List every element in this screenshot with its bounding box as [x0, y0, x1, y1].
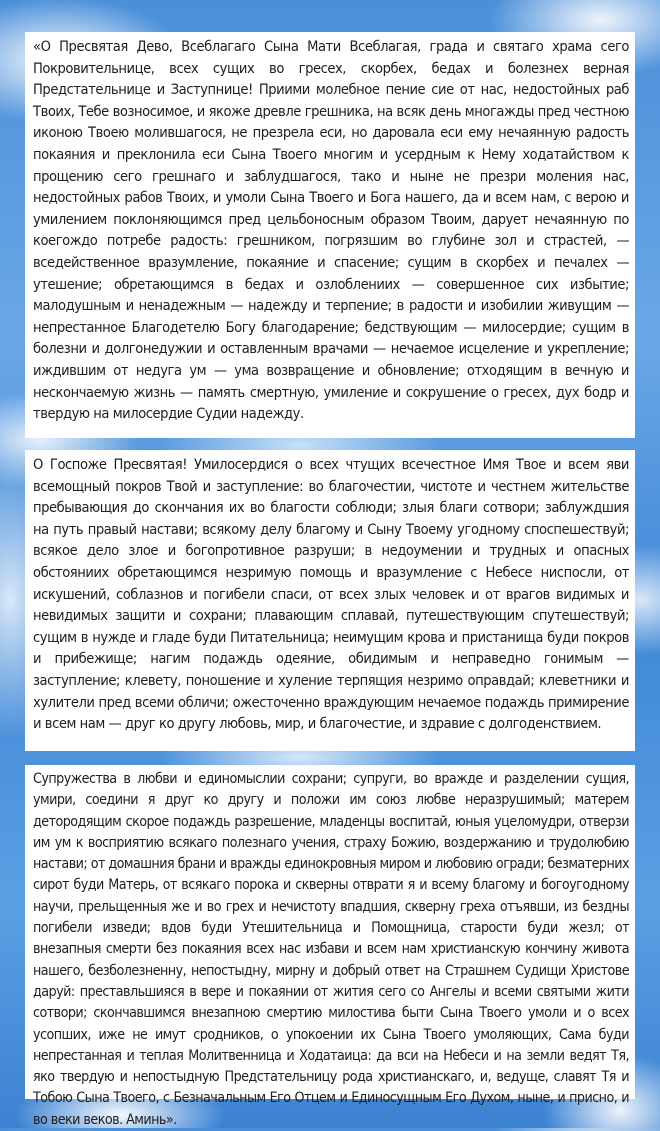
prayer-paragraph-2: О Госпоже Пресвятая! Умилосердися о всех чтущих всечестное Имя Твое и всем яви всемощный покров Твой и заступление: во благочестии, чистоте и честнем жительстве пребывающия до скончания их во благости соблюди; злыя благи сотвори; заблуждшия на путь правый настави; всякому делу благому и Сыну Твоему угодному споспешествуй; всякое дело злое и богопротивное разруши; в недоумении и трудных и опасных обстояниих обретающимся незримую помощь и вразумление с Небесе ниспосли, от искушений, соблазнов и погибели спаси, от всех злых человек и от врагов видимых и невидимых защити и сохрани; плавающим сплавай, путешествующим спутешествуй; сущим в нужде и гладе буди Питательница; неимущим крова и пристанища буди покров и прибежище; нагим подаждь одеяние, обидимым и неправедно гонимым — заступление; клевету, поношение и хуление терпящия незримо оправдай; клеветники и хулители пред всеми обличи; ожесточенно враждующим нечаемое подаждь примирение и всем нам — друг ко другу любовь, мир, и благочестие, и здравие с долгоденствием.: [33, 456, 629, 733]
prayer-paragraph-3: Супружества в любви и единомыслии сохрани; супруги, во вражде и разделении сущия, умири, соедини я друг ко другу и положи им союз любве неразрушимый; матерем детородящим скорое подаждь разрешение, младенцы воспитай, юныя уцеломудри, отверзи им ум к восприятию всякаго полезнаго учения, страху Божию, воздержанию и трудолюбию настави; от домашния брани и вражды единокровныя миром и любовию огради; безматерних сирот буди Матерь, от всякаго порока и скверны отврати я и всему благому и богоугодному научи, прельщенныя же и во грех и нечистоту впадшия, скверну греха отъявши, из бездны погибели изведи; вдов буди Утешительница и Помощница, старости буди жезл; от внезапныя смерти без покаяния всех нас избави и всем нам христианскую кончину живота нашего, безболезненну, непостыдну, мирну и добрый ответ на Страшнем Судищи Христове даруй: преставльшияся в вере и покаянии от жития сего со Ангелы и всеми святыми жити сотвори; скончавшимся внезапною смертию милостива быти Сына Твоего умоли и о всех усопших, иже не имут сродников, о упокоении их Сына Твоего умоляющих, Сама буди непрестанная и теплая Молитвенница и Ходатаица: да вси на Небеси и на земли ведят Тя, яко твердую и непостыдную Предстательницу рода христианскаго, и, ведуще, славят Тя и Тобою Сына Твоего, с Безначальным Его Отцем и Единосущным Его Духом, ныне, и присно, и во веки веков. Аминь».: [33, 771, 629, 1128]
prayer-paragraph-1: «О Пресвятая Дево, Всеблагаго Сына Мати Всеблагая, града и святаго храма сего Покровительнице, всех сущих во гресех, скорбех, бедах и болезнех верная Предстательнице и Заступнице! Приими молебное пение сие от нас, недостойных раб Твоих, Тебе возносимое, и якоже древле грешника, на всяк день многажды пред честною иконою Твоею молившагося, не презрела еси, но даровала еси ему нечаянную радость покаяния и преклонила еси Сына Твоего многим и усердным к Нему ходатайством к прощению сего грешнаго и заблудшагося, тако и ныне не презри моления нас, недостойных рабов Твоих, и умоли Сына Твоего и Бога нашего, да и всем нам, с верою и умилением поклоняющимся пред цельбоносным образом Твоим, дарует нечаянную по коегождо потребе радость: грешником, погрязшим во глубине зол и страстей, — вседейственное вразумление, покаяние и спасение; сущим в скорбех и печалех — утешение; обретающимся в бедах и озлоблениих — совершенное сих избытие; малодушным и ненадежным — надежду и терпение; в радости и изобилии живущим — непрестанное Благодетелю Богу благодарение; бедствующим — милосердие; сущим в болезни и долгонедужии и оставленным врачами — нечаемое исцеление и укрепление; иждившим от недуга ум — ума возвращение и обновление; отходящим в вечную и нескончаемую жизнь — память смертную, умиление и сокрушение о гресех, дух бодр и твердую на милосердие Судии надежду.: [33, 38, 629, 423]
prayer-text-panel-1: [25, 32, 635, 438]
prayer-text-panel-2: [25, 450, 635, 751]
prayer-text-panel-3: [25, 765, 635, 1128]
